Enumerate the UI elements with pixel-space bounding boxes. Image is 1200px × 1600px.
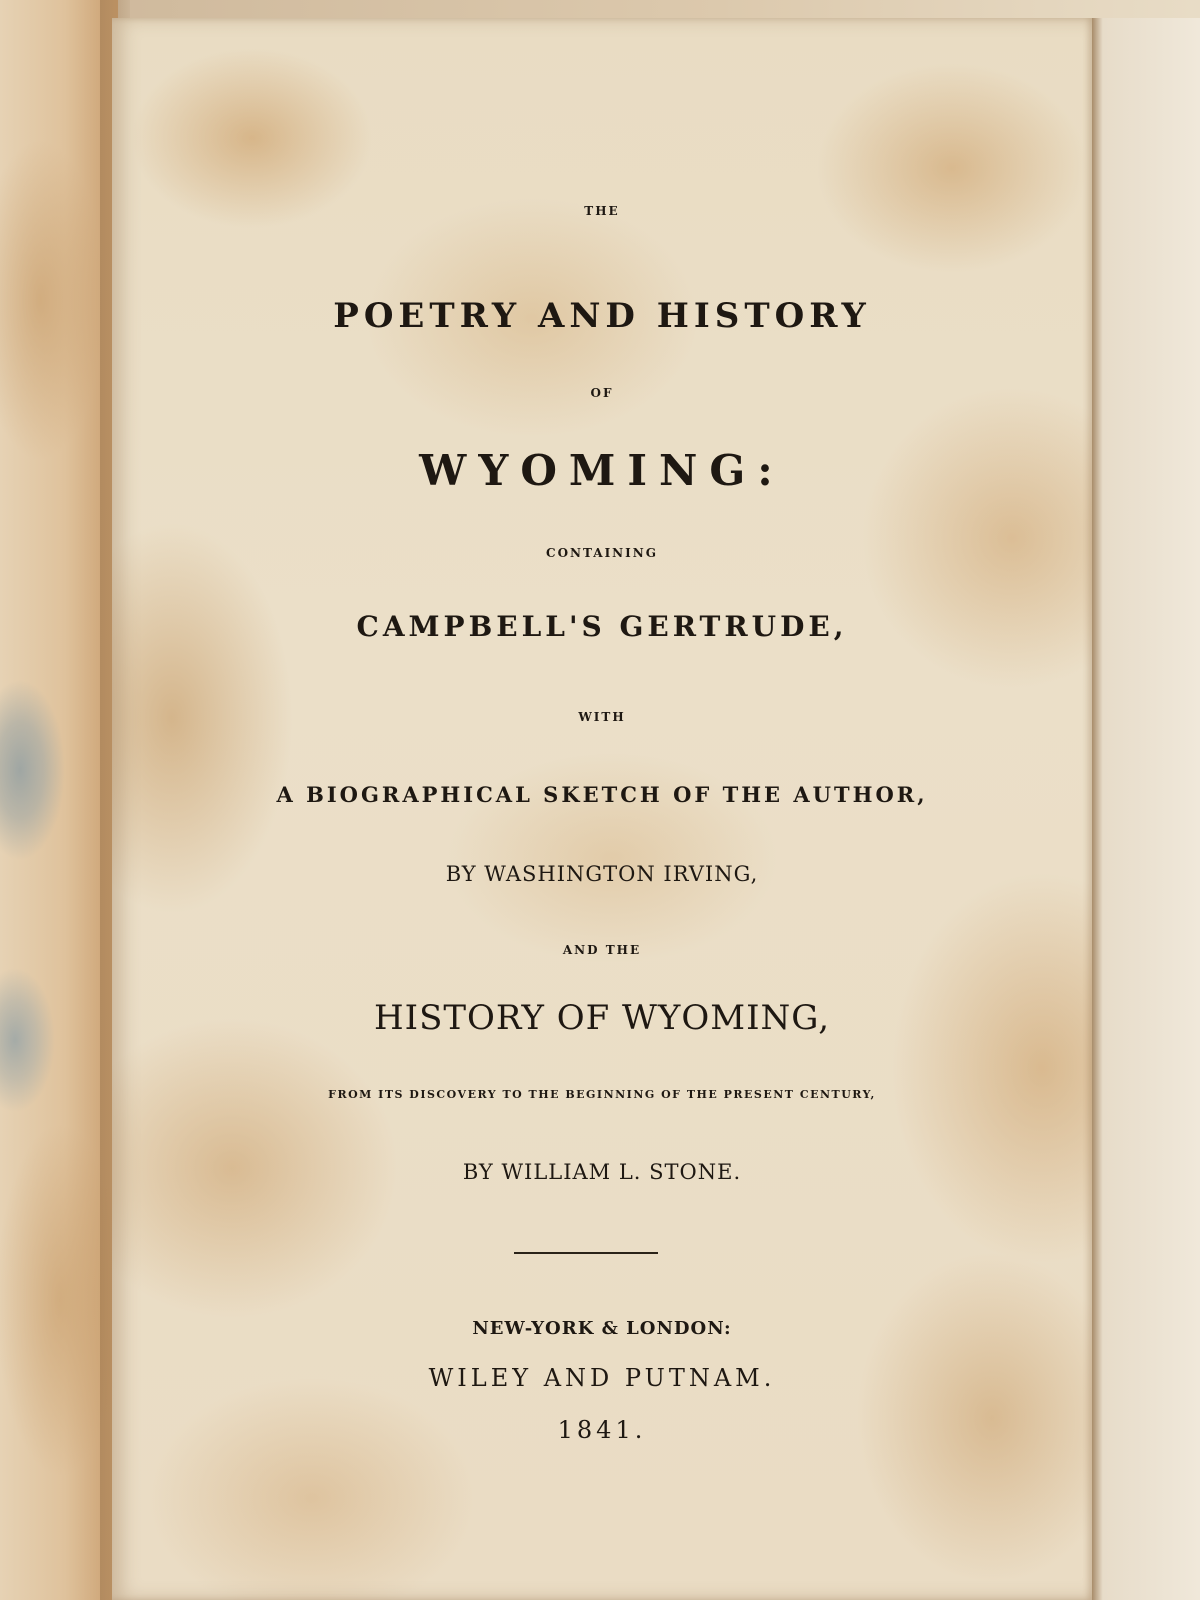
- poem-title: CAMPBELL'S GERTRUDE,: [356, 610, 848, 643]
- with-label: WITH: [578, 710, 626, 724]
- main-title: POETRY AND HISTORY: [333, 296, 871, 336]
- history-scope: FROM ITS DISCOVERY TO THE BEGINNING OF THE PRESENT CENTURY,: [328, 1088, 876, 1101]
- sketch-author: BY WASHINGTON IRVING,: [445, 862, 759, 886]
- title-the: THE: [584, 204, 620, 218]
- publisher: WILEY AND PUTNAM.: [428, 1364, 776, 1392]
- page-edges: [1092, 18, 1200, 1600]
- title-page: [112, 18, 1092, 1600]
- history-title: HISTORY OF WYOMING,: [373, 998, 831, 1038]
- imprint-place: NEW-YORK & LONDON:: [472, 1318, 732, 1339]
- title-of: OF: [590, 386, 614, 400]
- and-the-label: AND THE: [562, 943, 642, 957]
- history-author: BY WILLIAM L. STONE.: [462, 1160, 742, 1184]
- containing-label: CONTAINING: [546, 546, 658, 560]
- biographical-sketch-line: A BIOGRAPHICAL SKETCH OF THE AUTHOR,: [276, 782, 928, 807]
- publication-year: 1841.: [557, 1416, 647, 1444]
- place-title: WYOMING:: [419, 446, 785, 495]
- divider-rule: [514, 1252, 658, 1254]
